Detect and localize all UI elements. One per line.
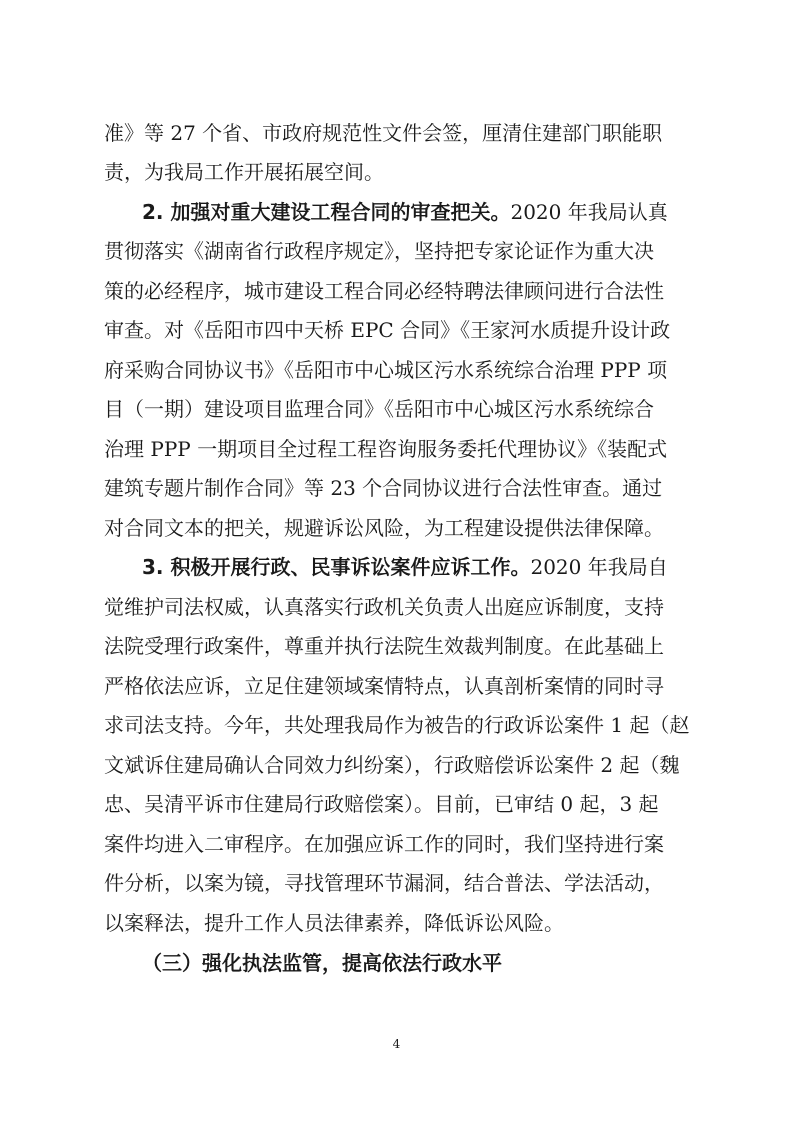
paragraph-text: 2020 年我局认真 (510, 200, 668, 224)
paragraph-heading: 2. 加强对重大建设工程合同的审查把关。 (142, 200, 511, 224)
paragraph-line: 严格依法应诉，立足住建领域案情特点，认真剖析案情的同时寻 (104, 674, 664, 698)
paragraph-line: 件分析，以案为镜，寻找管理环节漏洞，结合普法、学法活动， (104, 871, 664, 895)
section-heading: （三）强化执法监管，提高依法行政水平 (142, 951, 502, 975)
page-number: 4 (392, 1037, 401, 1051)
paragraph-line: 贯彻落实《湖南省行政程序规定》，坚持把专家论证作为重大决 (104, 239, 654, 263)
paragraph-line: 责，为我局工作开展拓展空间。 (104, 160, 384, 184)
paragraph-line: 忠、吴清平诉市住建局行政赔偿案）。目前，已审结 0 起，3 起 (104, 792, 659, 816)
paragraph-line: 策的必经程序，城市建设工程合同必经特聘法律顾问进行合法性 (104, 279, 664, 303)
paragraph-line: 审查。对《岳阳市四中天桥 EPC 合同》《王家河水质提升设计政 (104, 318, 671, 342)
paragraph-heading: 3. 积极开展行政、民事诉讼案件应诉工作。 (142, 555, 531, 579)
paragraph-line: 准》等 27 个省、市政府规范性文件会签，厘清住建部门职能职 (104, 121, 663, 145)
paragraph-line: 对合同文本的把关，规避诉讼风险，为工程建设提供法律保障。 (104, 516, 664, 540)
paragraph-line: 案件均进入二审程序。在加强应诉工作的同时，我们坚持进行案 (104, 832, 664, 856)
paragraph-line: 府采购合同协议书》《岳阳市中心城区污水系统综合治理 PPP 项 (104, 358, 668, 382)
paragraph-line: 法院受理行政案件，尊重并执行法院生效裁判制度。在此基础上 (104, 634, 664, 658)
paragraph-line: 治理 PPP 一期项目全过程工程咨询服务委托代理协议》《装配式 (104, 437, 668, 461)
paragraph-line: 求司法支持。今年，共处理我局作为被告的行政诉讼案件 1 起（赵 (104, 713, 690, 737)
paragraph-first-line (142, 197, 793, 227)
paragraph-line: 觉维护司法权威，认真落实行政机关负责人出庭应诉制度，支持 (104, 595, 664, 619)
paragraph-line: 以案释法，提升工作人员法律素养，降低诉讼风险。 (104, 911, 564, 935)
paragraph-line: 文斌诉住建局确认合同效力纠纷案），行政赔偿诉讼案件 2 起（魏 (104, 753, 680, 777)
paragraph-first-line (142, 552, 793, 582)
paragraph-text: 2020 年我局自 (530, 555, 668, 579)
paragraph-line: 建筑专题片制作合同》等 23 个合同协议进行合法性审查。通过 (104, 476, 663, 500)
paragraph-line: 目（一期）建设项目监理合同》《岳阳市中心城区污水系统综合 (104, 397, 654, 421)
